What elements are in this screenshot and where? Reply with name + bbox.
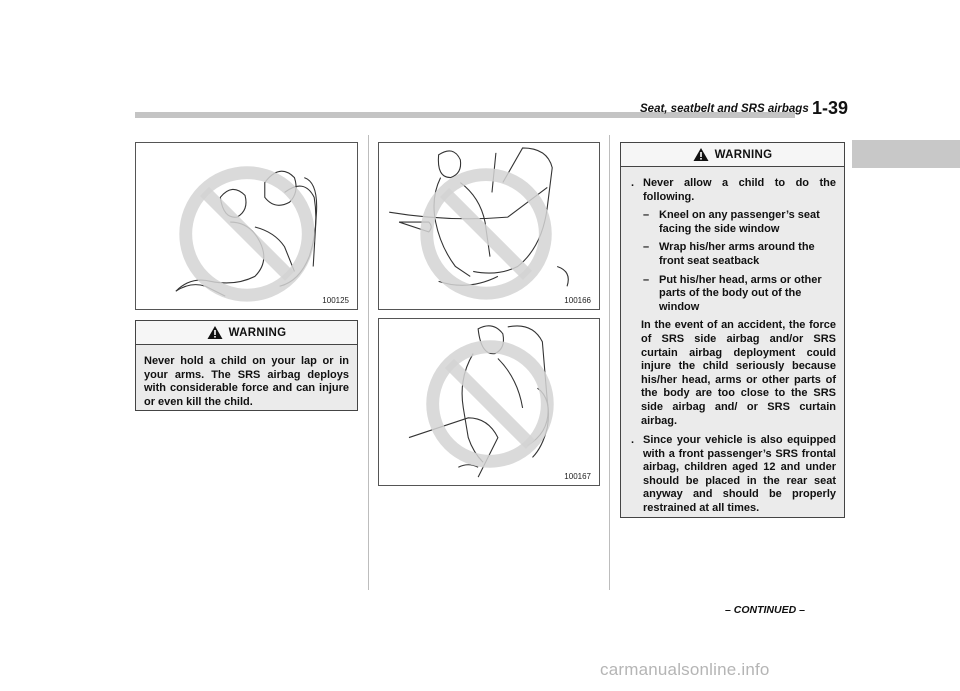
dash-marker: –	[643, 209, 650, 222]
prohibition-icon	[433, 347, 548, 462]
figure-id: 100125	[322, 296, 349, 305]
warning-paragraph: In the event of an accident, the force of SRS side airbag and/or SRS curtain airbag deployment could injure the child seriously because his/her head, arms or other parts of the body are too close to the SRS side airbag and/ or SRS curtain airbag.	[641, 319, 836, 427]
section-title: Seat, seatbelt and SRS airbags	[640, 103, 809, 115]
warning-triangle-icon	[207, 325, 223, 340]
prohibition-icon	[186, 173, 309, 296]
child-hugging-seat-illustration	[379, 319, 599, 485]
bullet-text: Since your vehicle is also equipped with a front passenger’s SRS frontal airbag, children aged 12 and under should be placed in the rear seat anyway and should be properly restrained at all times.	[643, 434, 836, 515]
warning-header	[621, 143, 844, 167]
subitem-text: Wrap his/her arms around the front seat seatback	[659, 241, 815, 267]
continued-label: – CONTINUED –	[725, 604, 805, 616]
prohibition-icon	[427, 175, 546, 294]
subitem-text: Put his/her head, arms or other parts of the body out of the window	[659, 273, 822, 313]
dash-marker: –	[643, 241, 650, 254]
warning-content	[621, 167, 844, 526]
page-number: 1-39	[812, 98, 849, 118]
column-divider	[609, 135, 610, 590]
subitem-text: Kneel on any passenger’s seat facing the side window	[659, 209, 820, 235]
figure-id: 100166	[564, 296, 591, 305]
chapter-tab	[852, 140, 960, 168]
warning-bullet	[629, 177, 836, 204]
warning-text: Never hold a child on your lap or in your arms. The SRS airbag deploys with considerable force and can injure or even kill the child.	[144, 355, 349, 408]
column-divider	[368, 135, 369, 590]
site-watermark: carmanualsonline.info	[600, 660, 770, 679]
warning-subitem	[629, 209, 836, 236]
figure-id: 100167	[564, 472, 591, 481]
warning-box-right	[620, 142, 845, 518]
warning-header	[136, 321, 357, 345]
warning-bullet	[629, 434, 836, 516]
bullet-dot: .	[631, 177, 635, 189]
child-kneeling-illustration	[379, 143, 599, 309]
warning-triangle-icon	[693, 147, 709, 162]
figure-child-hugging-seat	[378, 318, 600, 486]
bullet-dot: .	[631, 434, 635, 447]
warning-label: WARNING	[228, 326, 287, 339]
child-on-lap-illustration	[136, 143, 357, 309]
warning-subitem	[629, 241, 836, 268]
dash-marker: –	[643, 273, 650, 286]
bullet-text: Never allow a child to do the following.	[643, 177, 836, 203]
figure-child-kneeling	[378, 142, 600, 310]
warning-subitem	[629, 274, 836, 315]
figure-child-on-lap	[135, 142, 358, 310]
warning-box-left	[135, 320, 358, 411]
warning-label: WARNING	[714, 148, 773, 161]
